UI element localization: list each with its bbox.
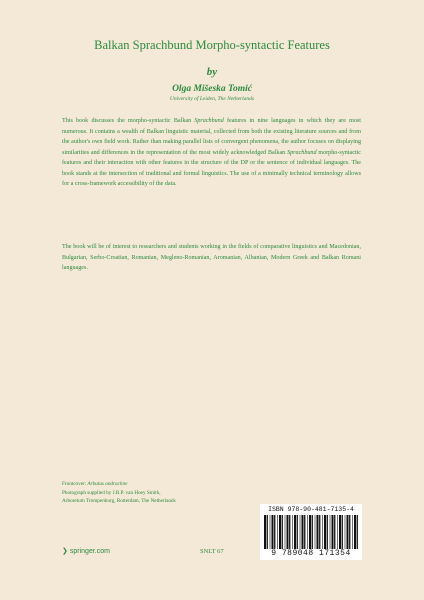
by-label: by bbox=[206, 66, 218, 78]
series-number: SNLT 67 bbox=[200, 548, 224, 555]
barcode-bars bbox=[264, 515, 358, 549]
p1-text-a: This book discusses the morpho-syntactic Balkan bbox=[62, 118, 195, 124]
p1-term-2: Sprachbund bbox=[287, 149, 317, 156]
chevron-right-icon: ❯ bbox=[62, 548, 68, 555]
isbn-barcode bbox=[260, 504, 362, 560]
frontcover-line-1 bbox=[62, 480, 312, 489]
frontcover-line-3: Arboretum Trompenburg, Rotterdam, The Netherlands bbox=[62, 498, 176, 504]
p1-text-c: features in nine languages in which they are most numerous. It contains a wealth of Balkan linguistic material, collected from both the existing literature sources and from the author's own field work. Rather than making parallel lists of convergent phenomena, the author focuses on displaying similarities and differences in the representation of the most widely acknowledged Balkan bbox=[62, 118, 361, 156]
author-name: Olga Mišeska Tomić bbox=[172, 84, 252, 94]
p1-text-e: morpho-syntactic features and their interaction with other features in the structure of the DP or the sentence of individual languages. The book stands at the intersection of traditional and formal linguistics. The use of a minimally technical terminology allows for a cross-framework accessibility of the data. bbox=[62, 149, 362, 187]
book-title: Balkan Sprachbund Morpho-syntactic Features bbox=[94, 38, 330, 52]
isbn-label: ISBN 978-90-481-7135-4 bbox=[268, 506, 354, 513]
publisher-name: springer.com bbox=[69, 548, 110, 555]
p1-term-1: Sprachbund bbox=[194, 118, 224, 124]
description-paragraph-1 bbox=[62, 116, 361, 190]
frontcover-label: Frontcover: bbox=[62, 481, 88, 487]
barcode-number: 9 789048 171354 bbox=[271, 549, 351, 558]
frontcover-plant: Arbutus andrachne bbox=[87, 481, 128, 487]
author-affiliation: University of Leiden, The Netherlands bbox=[169, 96, 255, 102]
publisher-link[interactable] bbox=[62, 547, 110, 555]
description-paragraph-2: The book will be of interest to researchers and students working in the fields of comparative linguistics and Macedonian, Bulgarian, Serbo-Croatian, Romanian, Megleno-Romanian, Aromanian, Albanian, Modern Greek and Balkan Romani languages. bbox=[62, 244, 361, 271]
frontcover-credit bbox=[62, 480, 312, 506]
frontcover-line-2: Photograph supplied by J.R.P. van Hoey Smith, bbox=[62, 489, 161, 496]
